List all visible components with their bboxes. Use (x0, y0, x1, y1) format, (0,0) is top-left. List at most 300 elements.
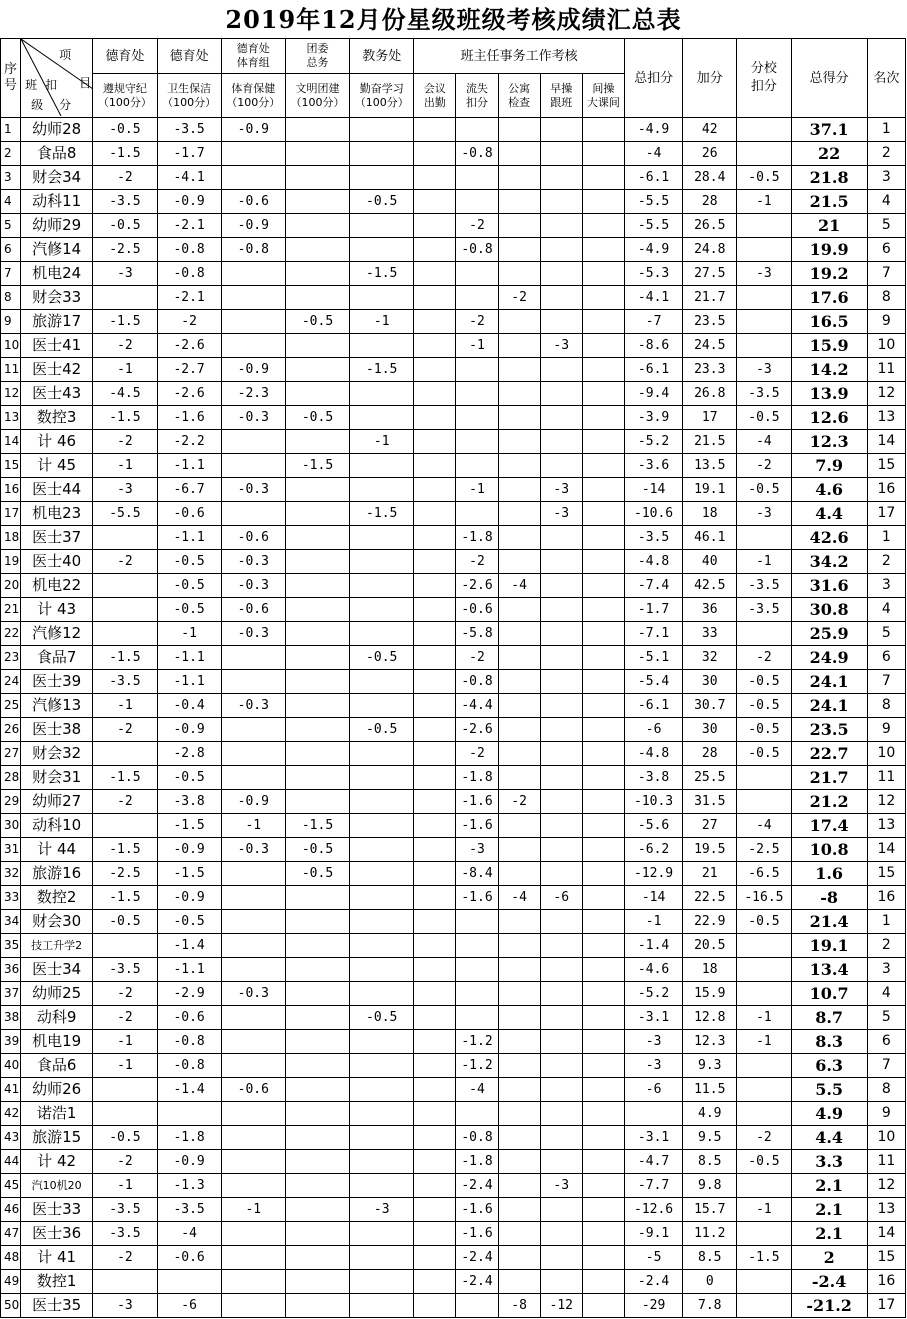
seq-cell: 45 (1, 1174, 21, 1198)
bonus-cell: 27.5 (683, 262, 737, 286)
meeting-cell (414, 334, 456, 358)
break-cell (582, 238, 624, 262)
bonus-cell: 8.5 (683, 1246, 737, 1270)
bonus-cell: 28.4 (683, 166, 737, 190)
branch-deduct-cell (737, 766, 791, 790)
total-deduct-cell: -4.9 (624, 118, 682, 142)
morning-cell (540, 358, 582, 382)
total-deduct-cell: -6.1 (624, 166, 682, 190)
bonus-cell: 25.5 (683, 766, 737, 790)
branch-deduct-cell: -4 (737, 430, 791, 454)
class-cell: 旅游17 (21, 310, 93, 334)
league-cell (285, 502, 349, 526)
meeting-cell (414, 1150, 456, 1174)
league-cell (285, 1270, 349, 1294)
total-score-cell: 22 (791, 142, 867, 166)
group-header: 德育处 (93, 39, 157, 74)
table-row (1, 1126, 906, 1150)
meeting-cell (414, 1222, 456, 1246)
dropout-cell (456, 958, 498, 982)
bonus-cell: 23.3 (683, 358, 737, 382)
seq-cell: 32 (1, 862, 21, 886)
rank-cell: 5 (867, 622, 905, 646)
seq-cell: 49 (1, 1270, 21, 1294)
rank-cell: 4 (867, 982, 905, 1006)
meeting-cell (414, 1030, 456, 1054)
sports-cell (221, 886, 285, 910)
dorm-cell (498, 1150, 540, 1174)
discipline-cell: -1.5 (93, 310, 157, 334)
morning-cell (540, 958, 582, 982)
total-deduct-cell: -6.1 (624, 358, 682, 382)
branch-deduct-cell (737, 118, 791, 142)
discipline-cell: -1.5 (93, 766, 157, 790)
study-cell (350, 742, 414, 766)
branch-deduct-cell (737, 334, 791, 358)
break-cell (582, 814, 624, 838)
seq-cell: 40 (1, 1054, 21, 1078)
class-cell: 财会33 (21, 286, 93, 310)
branch-deduct-cell (737, 1294, 791, 1318)
study-cell: -1 (350, 430, 414, 454)
dropout-cell (456, 1294, 498, 1318)
discipline-cell: -4.5 (93, 382, 157, 406)
league-cell (285, 958, 349, 982)
hygiene-cell: -1.8 (157, 1126, 221, 1150)
class-cell: 医士33 (21, 1198, 93, 1222)
hygiene-cell: -2.7 (157, 358, 221, 382)
group-header: 教务处 (350, 39, 414, 74)
sports-cell (221, 910, 285, 934)
league-cell (285, 766, 349, 790)
bonus-cell: 9.3 (683, 1054, 737, 1078)
total-deduct-cell: -7.7 (624, 1174, 682, 1198)
dorm-cell (498, 670, 540, 694)
break-cell (582, 694, 624, 718)
bonus-cell: 31.5 (683, 790, 737, 814)
branch-deduct-cell: -3 (737, 262, 791, 286)
bonus-cell: 22.5 (683, 886, 737, 910)
total-score-cell: 21.2 (791, 790, 867, 814)
morning-cell: -3 (540, 1174, 582, 1198)
rank-cell: 17 (867, 502, 905, 526)
seq-cell: 8 (1, 286, 21, 310)
dropout-cell: -3 (456, 838, 498, 862)
sports-cell (221, 1054, 285, 1078)
dropout-cell (456, 430, 498, 454)
table-row (1, 166, 906, 190)
bonus-cell: 40 (683, 550, 737, 574)
dropout-cell: -2.4 (456, 1246, 498, 1270)
break-cell (582, 1126, 624, 1150)
total-score-cell: 13.9 (791, 382, 867, 406)
dropout-cell: -1.2 (456, 1054, 498, 1078)
dorm-cell (498, 622, 540, 646)
seq-cell: 31 (1, 838, 21, 862)
hygiene-cell: -2.8 (157, 742, 221, 766)
total-score-cell: 17.6 (791, 286, 867, 310)
class-cell: 食品7 (21, 646, 93, 670)
discipline-cell: -1 (93, 1174, 157, 1198)
total-score-cell: 19.9 (791, 238, 867, 262)
rank-cell: 2 (867, 934, 905, 958)
sports-cell (221, 310, 285, 334)
study-cell: -1.5 (350, 502, 414, 526)
sports-cell (221, 1126, 285, 1150)
discipline-cell (93, 574, 157, 598)
class-cell: 机电22 (21, 574, 93, 598)
hygiene-cell: -0.5 (157, 598, 221, 622)
league-cell (285, 430, 349, 454)
study-cell (350, 934, 414, 958)
dorm-cell (498, 358, 540, 382)
dropout-cell (456, 382, 498, 406)
total-score-cell: 37.1 (791, 118, 867, 142)
hygiene-cell: -0.9 (157, 190, 221, 214)
league-cell (285, 790, 349, 814)
league-cell (285, 622, 349, 646)
total-score-cell: 24.1 (791, 670, 867, 694)
meeting-cell (414, 574, 456, 598)
corner-item: 项 (59, 48, 72, 62)
bonus-cell: 18 (683, 502, 737, 526)
discipline-cell: -2.5 (93, 238, 157, 262)
league-cell (285, 1126, 349, 1150)
dorm-cell (498, 718, 540, 742)
class-cell: 诺浩1 (21, 1102, 93, 1126)
bonus-cell: 28 (683, 742, 737, 766)
morning-cell (540, 1126, 582, 1150)
rank-cell: 9 (867, 718, 905, 742)
dropout-cell (456, 118, 498, 142)
branch-deduct-cell: -4 (737, 814, 791, 838)
morning-cell (540, 694, 582, 718)
meeting-cell (414, 454, 456, 478)
break-cell (582, 1270, 624, 1294)
break-cell (582, 910, 624, 934)
branch-deduct-cell: -6.5 (737, 862, 791, 886)
table-row (1, 742, 906, 766)
league-cell (285, 934, 349, 958)
meeting-cell (414, 838, 456, 862)
dorm-cell: -4 (498, 886, 540, 910)
table-row (1, 502, 906, 526)
league-cell (285, 694, 349, 718)
discipline-cell: -1 (93, 694, 157, 718)
morning-cell (540, 862, 582, 886)
hygiene-cell: -0.5 (157, 910, 221, 934)
morning-cell (540, 454, 582, 478)
discipline-cell: -2 (93, 718, 157, 742)
seq-cell: 11 (1, 358, 21, 382)
table-row (1, 358, 906, 382)
group-header: 德育处 体育组 (221, 39, 285, 74)
total-score-cell: 19.2 (791, 262, 867, 286)
meeting-cell (414, 622, 456, 646)
break-cell (582, 214, 624, 238)
table-row (1, 694, 906, 718)
discipline-cell: -3.5 (93, 190, 157, 214)
rank-cell: 5 (867, 214, 905, 238)
hygiene-cell: -0.5 (157, 574, 221, 598)
dorm-cell (498, 1174, 540, 1198)
class-cell: 财会31 (21, 766, 93, 790)
league-cell (285, 550, 349, 574)
total-score-cell: 15.9 (791, 334, 867, 358)
sports-cell: -0.3 (221, 694, 285, 718)
morning-cell (540, 742, 582, 766)
meeting-cell (414, 1198, 456, 1222)
morning-cell (540, 766, 582, 790)
bonus-cell: 36 (683, 598, 737, 622)
total-score-cell: 21.4 (791, 910, 867, 934)
class-cell: 汽10机20 (21, 1174, 93, 1198)
morning-cell (540, 838, 582, 862)
league-cell (285, 1078, 349, 1102)
total-score-cell: -21.2 (791, 1294, 867, 1318)
league-cell (285, 118, 349, 142)
sports-cell: -2.3 (221, 382, 285, 406)
total-score-cell: 21.8 (791, 166, 867, 190)
branch-deduct-cell (737, 982, 791, 1006)
bonus-cell: 27 (683, 814, 737, 838)
seq-cell: 16 (1, 478, 21, 502)
branch-deduct-cell (737, 958, 791, 982)
rank-cell: 11 (867, 1150, 905, 1174)
league-cell (285, 1030, 349, 1054)
branch-deduct-cell (737, 526, 791, 550)
rank-cell: 16 (867, 478, 905, 502)
total-deduct-cell (624, 1102, 682, 1126)
dorm-cell (498, 982, 540, 1006)
dropout-cell (456, 910, 498, 934)
meeting-cell (414, 694, 456, 718)
hygiene-cell: -3.8 (157, 790, 221, 814)
total-deduct-cell: -12.6 (624, 1198, 682, 1222)
hygiene-cell: -1.1 (157, 526, 221, 550)
sports-cell (221, 430, 285, 454)
seq-cell: 1 (1, 118, 21, 142)
league-cell (285, 1294, 349, 1318)
total-score-cell: 2 (791, 1246, 867, 1270)
class-cell: 医士39 (21, 670, 93, 694)
sub-header: 公寓 检查 (498, 74, 540, 118)
study-cell (350, 382, 414, 406)
class-cell: 幼师26 (21, 1078, 93, 1102)
seq-cell: 3 (1, 166, 21, 190)
bonus-cell: 20.5 (683, 934, 737, 958)
sports-cell (221, 718, 285, 742)
total-deduct-cell: -7.4 (624, 574, 682, 598)
discipline-cell (93, 934, 157, 958)
dorm-cell (498, 382, 540, 406)
total-deduct-cell: -4.8 (624, 550, 682, 574)
dorm-cell (498, 1006, 540, 1030)
morning-cell (540, 934, 582, 958)
hygiene-cell: -2 (157, 310, 221, 334)
discipline-cell: -2 (93, 790, 157, 814)
sports-cell (221, 1294, 285, 1318)
dorm-cell (498, 406, 540, 430)
class-cell: 医士38 (21, 718, 93, 742)
morning-cell (540, 1150, 582, 1174)
meeting-cell (414, 406, 456, 430)
bonus-cell: 22.9 (683, 910, 737, 934)
league-cell: -0.5 (285, 406, 349, 430)
table-row (1, 862, 906, 886)
bonus-cell: 42.5 (683, 574, 737, 598)
break-cell (582, 142, 624, 166)
morning-cell (540, 574, 582, 598)
bonus-cell: 30 (683, 670, 737, 694)
branch-deduct-cell (737, 622, 791, 646)
class-cell: 计 44 (21, 838, 93, 862)
sports-cell (221, 766, 285, 790)
dropout-cell (456, 358, 498, 382)
seq-cell: 4 (1, 190, 21, 214)
table-row (1, 934, 906, 958)
branch-deduct-cell: -3.5 (737, 382, 791, 406)
morning-cell (540, 982, 582, 1006)
discipline-cell (93, 814, 157, 838)
discipline-cell: -2 (93, 1006, 157, 1030)
meeting-cell (414, 214, 456, 238)
dropout-cell: -1.6 (456, 886, 498, 910)
header-branch-deduct: 分校 扣分 (737, 39, 791, 118)
hygiene-cell: -0.6 (157, 502, 221, 526)
meeting-cell (414, 118, 456, 142)
bonus-cell: 21 (683, 862, 737, 886)
dorm-cell (498, 598, 540, 622)
dorm-cell (498, 1054, 540, 1078)
break-cell (582, 262, 624, 286)
study-cell (350, 814, 414, 838)
class-cell: 旅游16 (21, 862, 93, 886)
league-cell (285, 886, 349, 910)
sports-cell: -0.3 (221, 838, 285, 862)
dropout-cell (456, 934, 498, 958)
hygiene-cell: -0.9 (157, 718, 221, 742)
hygiene-cell: -2.6 (157, 382, 221, 406)
branch-deduct-cell (737, 214, 791, 238)
branch-deduct-cell: -16.5 (737, 886, 791, 910)
dropout-cell (456, 406, 498, 430)
seq-cell: 12 (1, 382, 21, 406)
dropout-cell: -1 (456, 334, 498, 358)
seq-cell: 15 (1, 454, 21, 478)
total-score-cell: 14.2 (791, 358, 867, 382)
sports-cell (221, 1150, 285, 1174)
discipline-cell: -1 (93, 454, 157, 478)
morning-cell (540, 1006, 582, 1030)
study-cell (350, 694, 414, 718)
total-score-cell: 12.6 (791, 406, 867, 430)
discipline-cell: -2 (93, 1150, 157, 1174)
study-cell (350, 1222, 414, 1246)
table-row (1, 1246, 906, 1270)
league-cell (285, 982, 349, 1006)
dorm-cell (498, 310, 540, 334)
class-cell: 机电19 (21, 1030, 93, 1054)
class-cell: 幼师27 (21, 790, 93, 814)
total-deduct-cell: -5.5 (624, 214, 682, 238)
study-cell (350, 142, 414, 166)
meeting-cell (414, 358, 456, 382)
dropout-cell: -2.6 (456, 718, 498, 742)
branch-deduct-cell: -2.5 (737, 838, 791, 862)
league-cell (285, 526, 349, 550)
dropout-cell: -2 (456, 310, 498, 334)
hygiene-cell: -1.4 (157, 1078, 221, 1102)
bonus-cell: 32 (683, 646, 737, 670)
study-cell (350, 670, 414, 694)
meeting-cell (414, 142, 456, 166)
table-row (1, 286, 906, 310)
total-deduct-cell: -1 (624, 910, 682, 934)
meeting-cell (414, 1126, 456, 1150)
study-cell (350, 406, 414, 430)
rank-cell: 1 (867, 526, 905, 550)
sub-header: 卫生保洁 （100分） (157, 74, 221, 118)
hygiene-cell: -1.6 (157, 406, 221, 430)
sports-cell: -0.6 (221, 1078, 285, 1102)
rank-cell: 8 (867, 286, 905, 310)
table-row (1, 526, 906, 550)
league-cell (285, 190, 349, 214)
total-deduct-cell: -4.9 (624, 238, 682, 262)
morning-cell: -6 (540, 886, 582, 910)
morning-cell: -3 (540, 478, 582, 502)
seq-cell: 36 (1, 958, 21, 982)
total-score-cell: 23.5 (791, 718, 867, 742)
rank-cell: 13 (867, 1198, 905, 1222)
class-cell: 汽修14 (21, 238, 93, 262)
branch-deduct-cell: -1 (737, 1198, 791, 1222)
class-cell: 医士34 (21, 958, 93, 982)
morning-cell (540, 1030, 582, 1054)
page-title: 2019年12月份星级班级考核成绩汇总表 (225, 5, 682, 34)
table-row (1, 1054, 906, 1078)
total-score-cell: 4.6 (791, 478, 867, 502)
study-cell (350, 238, 414, 262)
rank-cell: 6 (867, 1030, 905, 1054)
bonus-cell: 26 (683, 142, 737, 166)
morning-cell (540, 1078, 582, 1102)
total-deduct-cell: -2.4 (624, 1270, 682, 1294)
bonus-cell: 28 (683, 190, 737, 214)
bonus-cell: 15.9 (683, 982, 737, 1006)
sports-cell (221, 166, 285, 190)
branch-deduct-cell (737, 934, 791, 958)
seq-cell: 48 (1, 1246, 21, 1270)
study-cell (350, 910, 414, 934)
dropout-cell: -0.8 (456, 142, 498, 166)
branch-deduct-cell (737, 238, 791, 262)
meeting-cell (414, 550, 456, 574)
sports-cell: -0.3 (221, 406, 285, 430)
total-score-cell: 21.7 (791, 766, 867, 790)
dorm-cell (498, 334, 540, 358)
break-cell (582, 334, 624, 358)
header-total-score: 总得分 (791, 39, 867, 118)
class-cell: 动科9 (21, 1006, 93, 1030)
break-cell (582, 718, 624, 742)
branch-deduct-cell (737, 1078, 791, 1102)
dorm-cell (498, 262, 540, 286)
hygiene-cell: -1 (157, 622, 221, 646)
corner-class: 班 (25, 78, 38, 92)
class-cell: 数控1 (21, 1270, 93, 1294)
